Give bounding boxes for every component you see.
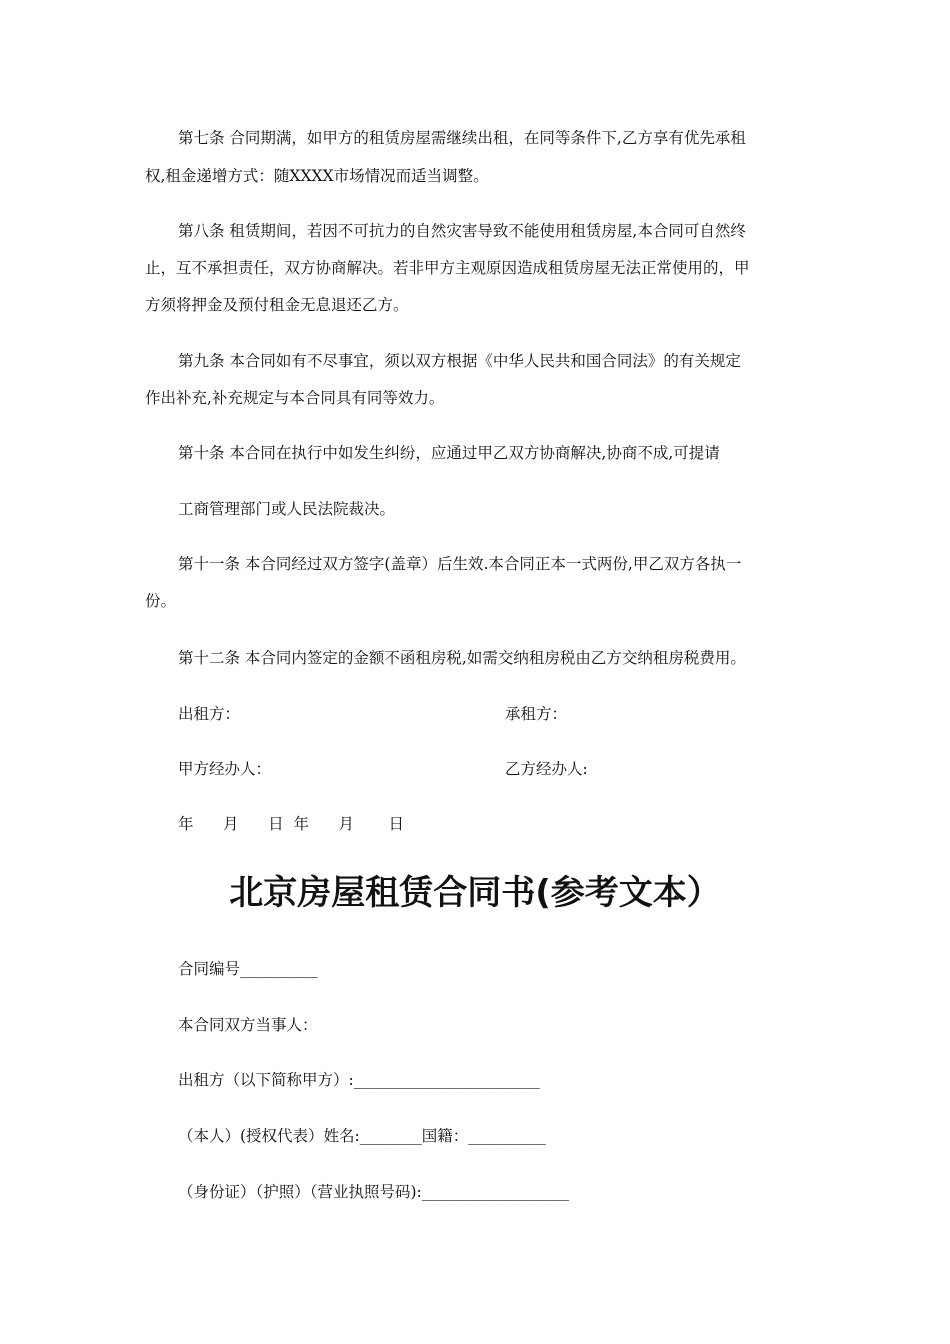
article-7-line-2: 权,租金递增方式：随XXXX市场情况而适当调整。 (145, 167, 489, 185)
party-a-agent-label: 甲方经办人： (178, 760, 272, 778)
article-8-line-3: 方须将押金及预付租金无息退还乙方。 (145, 296, 409, 314)
article-8-line-1: 第八条 租赁期间，若因不可抗力的自然灾害导致不能使用租赁房屋,本合同可自然终 (178, 222, 746, 240)
contract-parties-label: 本合同双方当事人： (178, 1016, 318, 1034)
article-11-line-1: 第十一条 本合同经过双方签字(盖章）后生效.本合同正本一式两份,甲乙双方各执一 (178, 555, 742, 573)
lessor-party-a-field: 出租方（以下简称甲方）:________________________ (178, 1071, 540, 1089)
id-passport-license-field: （身份证）（护照）（营业执照号码):___________________ (178, 1183, 570, 1201)
article-8-line-2: 止，互不承担责任，双方协商解决。若非甲方主观原因造成租赁房屋无法正常使用的，甲 (145, 259, 750, 277)
name-nationality-field: （本人）(授权代表）姓名:________国籍：__________ (178, 1127, 546, 1145)
article-9-line-2: 作出补充,补充规定与本合同具有同等效力。 (145, 389, 445, 407)
lessee-signature-label: 承租方： (505, 705, 568, 723)
article-11-line-2: 份。 (145, 592, 177, 610)
article-12-line-1: 第十二条 本合同内签定的金额不函租房税,如需交纳租房税由乙方交纳租房税费用。 (178, 649, 746, 667)
article-10-line-1: 第十条 本合同在执行中如发生纠纷，应通过甲乙双方协商解决,协商不成,可提请 (178, 444, 720, 462)
lessor-signature-label: 出租方： (178, 705, 241, 723)
contract-number-field: 合同编号__________ (178, 960, 318, 978)
party-b-agent-label: 乙方经办人: (505, 760, 588, 778)
article-9-line-1: 第九条 本合同如有不尽事宜，须以双方根据《中华人民共和国合同法》的有关规定 (178, 352, 741, 370)
article-7-line-1: 第七条 合同期满，如甲方的租赁房屋需继续出租，在同等条件下,乙方享有优先承租 (178, 129, 746, 147)
signature-date-line: 年 月 日 年 月 日 (178, 815, 405, 833)
article-10-line-2: 工商管理部门或人民法院裁决。 (178, 500, 396, 518)
contract-title: 北京房屋租赁合同书(参考文本） (229, 873, 721, 913)
